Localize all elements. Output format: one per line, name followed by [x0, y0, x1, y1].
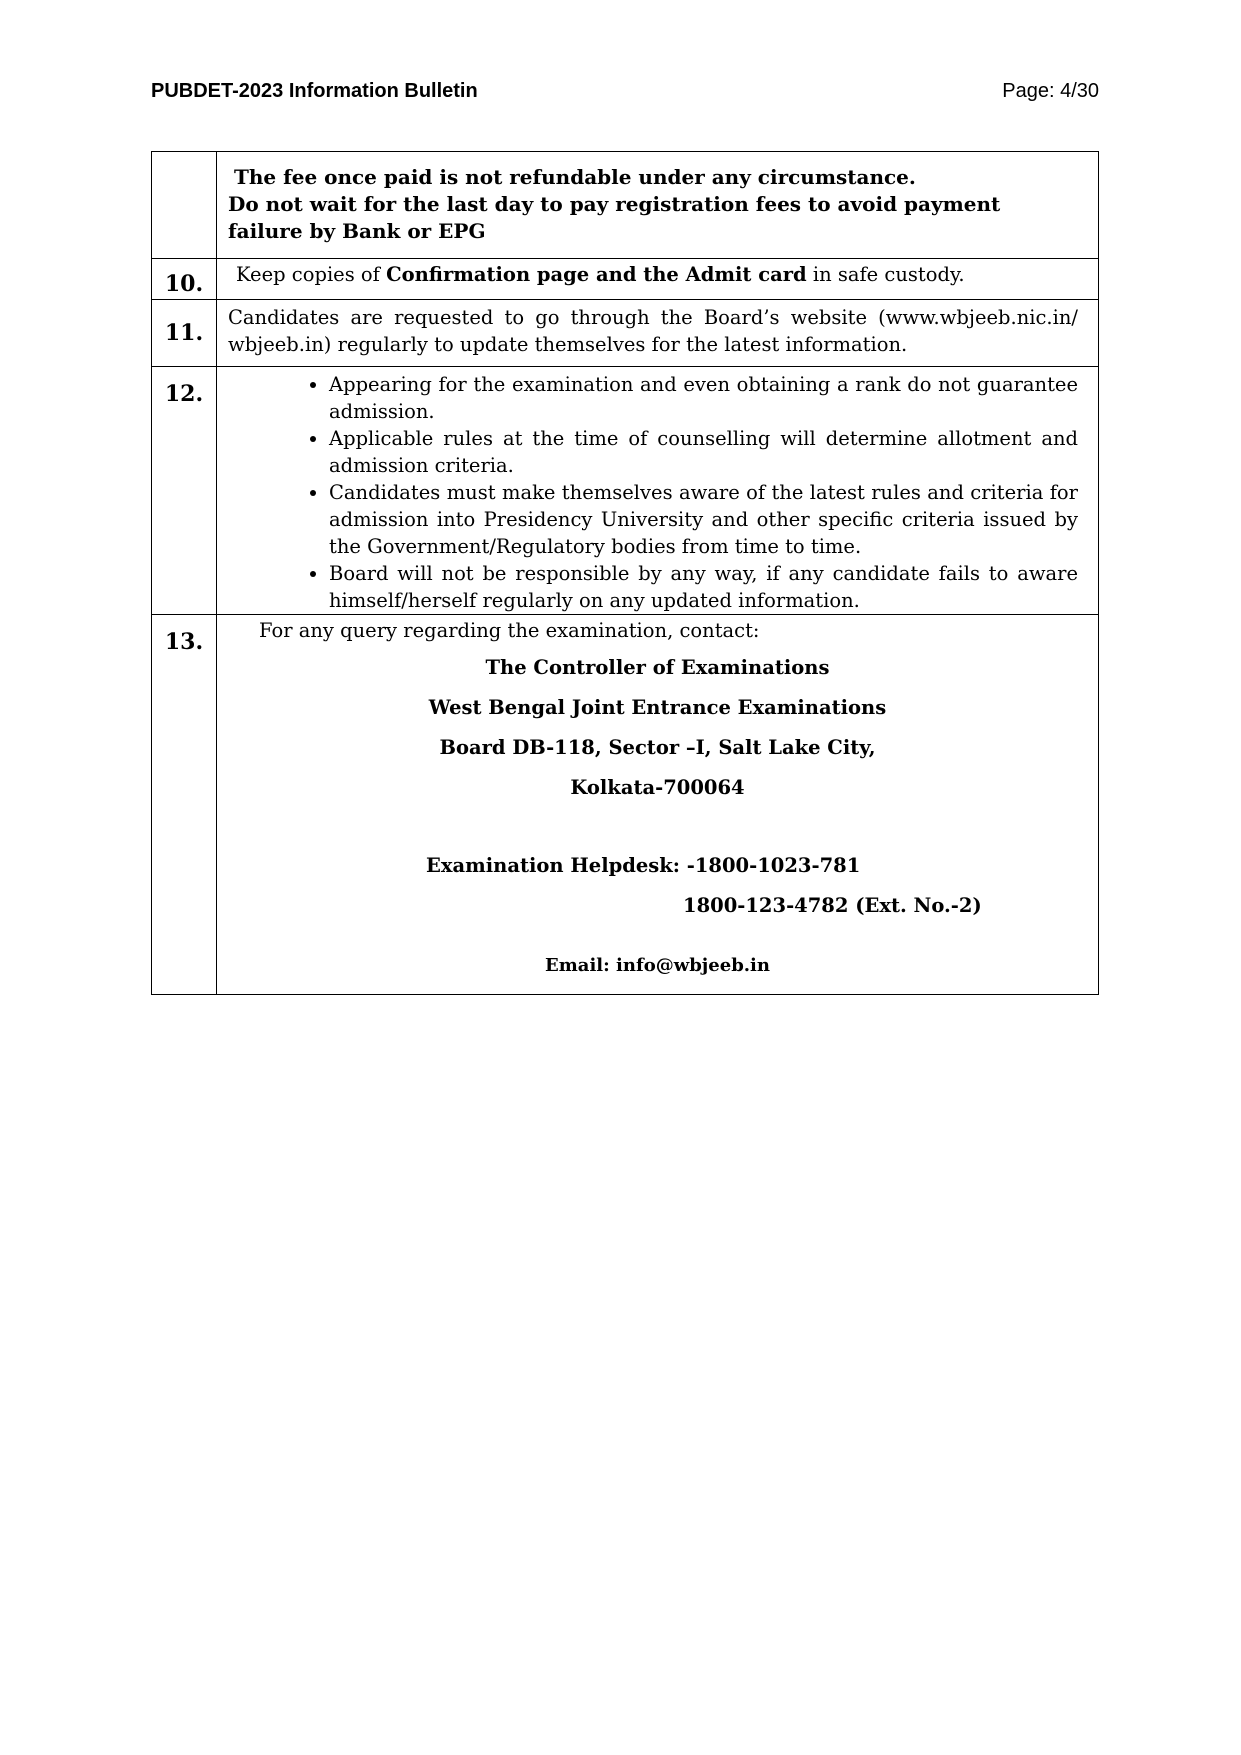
contact-email: Email: info@wbjeeb.in — [545, 955, 770, 976]
list-item: • Board will not be responsible by any way, if any candidate fails to aware himself/herself regularly on any updated information. — [329, 560, 1078, 614]
fee-note-cell — [217, 152, 1099, 259]
bulletin-title: PUBDET-2023 Information Bulletin — [151, 80, 478, 102]
list-item: • Appearing for the examination and even obtaining a rank do not guarantee admission. — [329, 371, 1078, 425]
table-row — [152, 259, 1099, 300]
controller-title: The Controller of Examinations — [485, 656, 830, 679]
table-row — [152, 367, 1099, 615]
bullet-list — [217, 371, 1078, 614]
row-11-text: Candidates are requested to go through the Board’s website (www.wbjeeb.nic.in/ wbjeeb.in) regularly to update themselves for the latest information. — [217, 300, 1099, 367]
confirmation-admit-emphasis: Confirmation page and the Admit card — [386, 263, 807, 286]
instructions-table — [151, 151, 1099, 995]
table-row — [152, 152, 1099, 259]
board-name: West Bengal Joint Entrance Examinations — [428, 696, 887, 719]
row-number: 13. — [152, 615, 217, 995]
list-item: • Candidates must make themselves aware of the latest rules and criteria for admission into Presidency University and other specific criteria issued by the Government/Regulatory bodies from time to time. — [329, 479, 1078, 560]
row-number: 11. — [152, 300, 217, 367]
row-number: 12. — [152, 367, 217, 615]
contact-cell — [217, 615, 1099, 995]
row-number: 10. — [152, 259, 217, 300]
table-row — [152, 300, 1099, 367]
fee-refund-note: The fee once paid is not refundable under any circumstance. — [234, 165, 916, 189]
city-pincode: Kolkata-700064 — [570, 776, 745, 799]
list-item: • Applicable rules at the time of counselling will determine allotment and admission criteria. — [329, 425, 1078, 479]
table-row — [152, 615, 1099, 995]
page-number: Page: 4/30 — [1002, 80, 1099, 102]
fee-deadline-note: Do not wait for the last day to pay registration fees to avoid payment failure by Bank or EPG — [228, 192, 1001, 243]
helpdesk-number: Examination Helpdesk: -1800-1023-781 — [426, 854, 861, 877]
contact-intro: For any query regarding the examination, contact: — [259, 619, 760, 642]
board-address: Board DB-118, Sector –I, Salt Lake City, — [439, 736, 876, 759]
helpdesk-number-2: 1800-123-4782 (Ext. No.-2) — [683, 894, 982, 917]
row-number-cell — [152, 152, 217, 259]
row-12-cell — [217, 367, 1099, 615]
row-10-text: Keep copies of Confirmation page and the Admit card in safe custody. — [217, 259, 1099, 300]
